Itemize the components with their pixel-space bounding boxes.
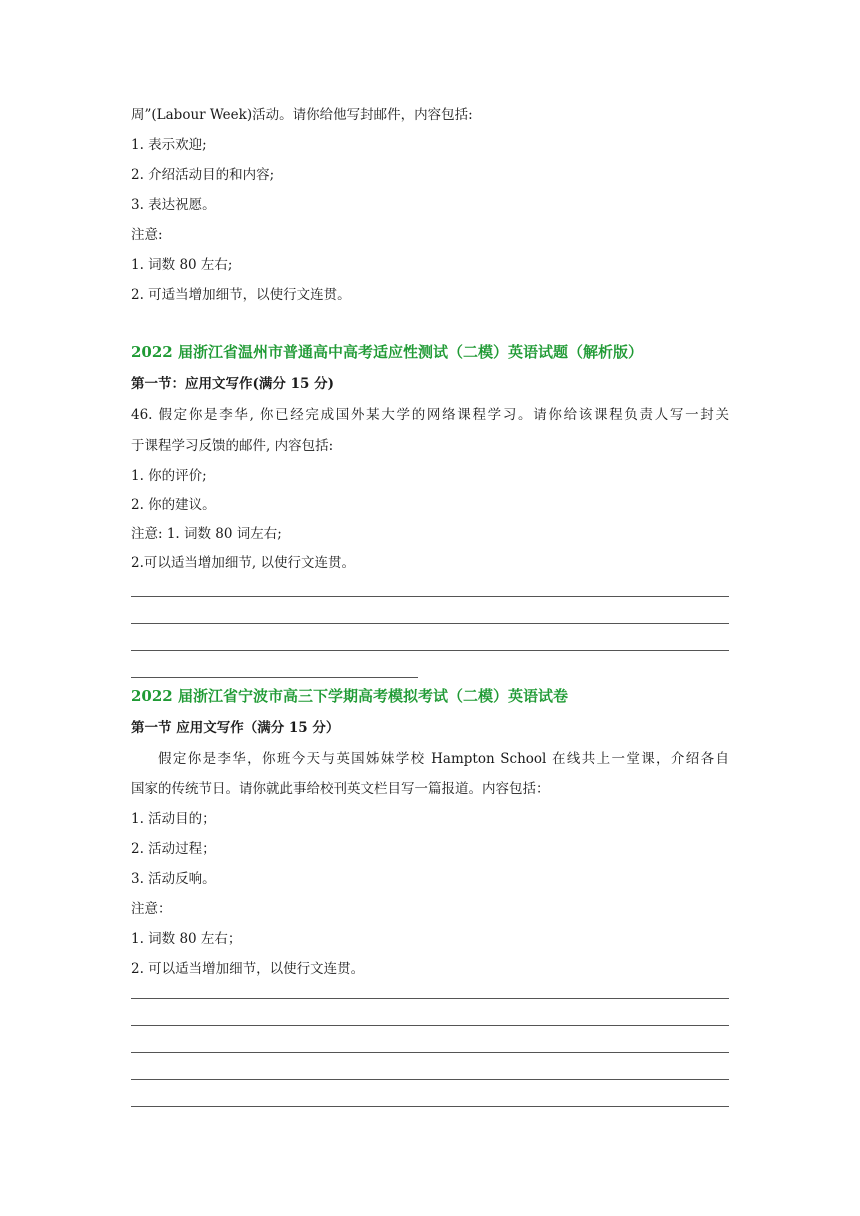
answer-line [131, 623, 729, 624]
answer-line [131, 1052, 729, 1053]
intro-line: 1. 表示欢迎; [131, 137, 207, 153]
intro-line: 注意: [131, 227, 163, 243]
answer-line [131, 1079, 729, 1080]
list-item: 1. 活动目的； [131, 811, 216, 827]
section-title: 2022 届浙江省温州市普通高中高考适应性测试（二模）英语试题（解析版） [131, 343, 643, 361]
answer-line [131, 677, 418, 678]
prompt-line: 46. 假定你是李华, 你已经完成国外某大学的网络课程学习。请你给该课程负责人写一封关 [131, 407, 729, 423]
list-item: 注意: 1. 词数 80 词左右; [131, 526, 282, 542]
list-item: 3. 活动反响。 [131, 871, 216, 887]
answer-line [131, 650, 729, 651]
intro-line: 3. 表达祝愿。 [131, 197, 216, 213]
list-item: 1. 你的评价; [131, 468, 207, 484]
answer-line [131, 998, 729, 999]
list-item: 注意： [131, 901, 172, 917]
list-item: 1. 词数 80 左右； [131, 931, 242, 947]
section-subtitle: 第一节 应用文写作（满分 15 分） [131, 720, 340, 736]
list-item: 2. 活动过程； [131, 841, 216, 857]
answer-line [131, 1025, 729, 1026]
section-subtitle: 第一节：应用文写作(满分 15 分) [131, 376, 334, 392]
intro-line: 1. 词数 80 左右; [131, 257, 233, 273]
list-item: 2.可以适当增加细节, 以使行文连贯。 [131, 555, 355, 571]
intro-line: 2. 介绍活动目的和内容; [131, 167, 275, 183]
answer-line [131, 596, 729, 597]
list-item: 2. 你的建议。 [131, 497, 216, 513]
answer-line [131, 1106, 729, 1107]
list-item: 2. 可以适当增加细节，以使行文连贯。 [131, 961, 365, 977]
intro-line: 周”(Labour Week)活动。请你给他写封邮件，内容包括: [131, 107, 473, 123]
prompt-line: 于课程学习反馈的邮件, 内容包括: [131, 438, 334, 454]
intro-line: 2. 可适当增加细节，以使行文连贯。 [131, 287, 351, 303]
prompt-line: 假定你是李华，你班今天与英国姊妹学校 Hampton School 在线共上一堂课，介绍各自 [158, 751, 729, 767]
prompt-line: 国家的传统节日。请你就此事给校刊英文栏目写一篇报道。内容包括： [131, 781, 550, 797]
section-title: 2022 届浙江省宁波市高三下学期高考模拟考试（二模）英语试卷 [131, 687, 568, 705]
